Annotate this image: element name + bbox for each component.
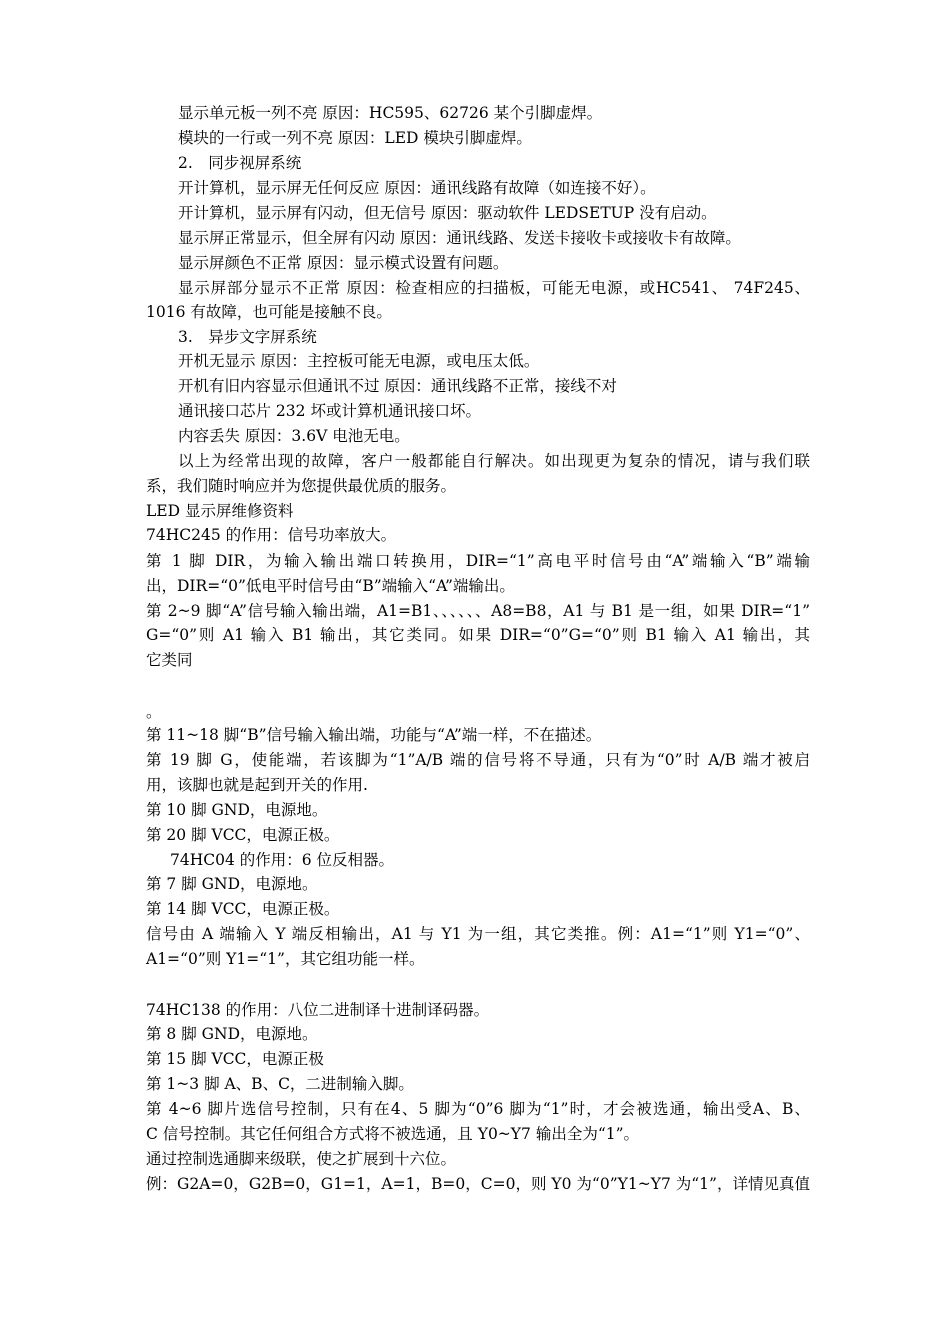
text-line: 用，该脚也就是起到开关的作用. — [146, 776, 368, 794]
section-heading: LED 显示屏维修资料 — [146, 502, 294, 520]
text-line: 以上为经常出现的故障，客户一般都能自行解决。如出现更为复杂的情况，请与我们联 — [178, 452, 810, 470]
text-line: 第 2~9 脚“A”信号输入输出端，A1=B1、、、、、、A8=B8，A1 与 B1 是一组，如果 DIR=“1” — [146, 602, 810, 620]
text-line: 开机无显示 原因：主控板可能无电源，或电压太低。 — [178, 352, 540, 370]
text-line: 。 — [146, 703, 162, 721]
section-heading: 2. 同步视屏系统 — [178, 154, 302, 172]
section-heading: 74HC04 的作用：6 位反相器。 — [170, 851, 395, 869]
text-line: 显示屏颜色不正常 原因：显示模式设置有问题。 — [178, 254, 509, 272]
text-line: 第 10 脚 GND，电源地。 — [146, 801, 328, 819]
text-line: 例：G2A=0，G2B=0，G1=1，A=1，B=0，C=0，则 Y0 为“0”Y1~Y7 为“1”，详情见真值 — [146, 1175, 810, 1193]
text-line: 1016 有故障，也可能是接触不良。 — [146, 303, 392, 321]
text-line: 第 8 脚 GND，电源地。 — [146, 1025, 318, 1043]
text-line: 显示屏正常显示，但全屏有闪动 原因：通讯线路、发送卡接收卡或接收卡有故障。 — [178, 229, 741, 247]
text-line: 模块的一行或一列不亮 原因：LED 模块引脚虚焊。 — [178, 129, 532, 147]
text-line: 第 7 脚 GND，电源地。 — [146, 875, 318, 893]
text-line: 第 11~18 脚“B”信号输入输出端，功能与“A”端一样，不在描述。 — [146, 726, 602, 744]
text-line: 内容丢失 原因：3.6V 电池无电。 — [178, 427, 410, 445]
section-heading: 3. 异步文字屏系统 — [178, 328, 317, 346]
text-line: 显示单元板一列不亮 原因：HC595、62726 某个引脚虚焊。 — [178, 104, 603, 122]
text-line: 74HC245 的作用：信号功率放大。 — [146, 526, 397, 544]
text-line: A1=“0”则 Y1=“1”，其它组功能一样。 — [146, 950, 425, 968]
text-line: 第 15 脚 VCC，电源正极 — [146, 1050, 324, 1068]
text-line: 开计算机，显示屏有闪动，但无信号 原因：驱动软件 LEDSETUP 没有启动。 — [178, 204, 717, 222]
text-line: 第 1~3 脚 A、B、C，二进制输入脚。 — [146, 1075, 414, 1093]
text-line: 它类同 — [146, 651, 193, 669]
text-line: 第 19 脚 G，使能端，若该脚为“1”A/B 端的信号将不导通，只有为“0”时 A/B 端才被启 — [146, 751, 810, 769]
text-line: 第 4~6 脚片选信号控制，只有在4、5 脚为“0”6 脚为“1”时，才会被选通，输出受A、B、 — [146, 1100, 810, 1118]
text-line: 开计算机，显示屏无任何反应 原因：通讯线路有故障（如连接不好）。 — [178, 179, 656, 197]
text-line: G=“0”则 A1 输入 B1 输出，其它类同。如果 DIR=“0”G=“0”则 B1 输入 A1 输出，其 — [146, 626, 810, 644]
text-line: 系，我们随时响应并为您提供最优质的服务。 — [146, 477, 457, 495]
text-line: 第 20 脚 VCC，电源正极。 — [146, 826, 340, 844]
text-line: 通过控制选通脚来级联，使之扩展到十六位。 — [146, 1150, 457, 1168]
text-line: 第 14 脚 VCC，电源正极。 — [146, 900, 340, 918]
text-line: 信号由 A 端输入 Y 端反相输出，A1 与 Y1 为一组，其它类推。例：A1=“1”则 Y1=“0”、 — [146, 925, 810, 943]
text-line: 通讯接口芯片 232 坏或计算机通讯接口坏。 — [178, 402, 481, 420]
text-line: 第 1 脚 DIR，为输入输出端口转换用，DIR=“1”高电平时信号由“A”端输入“B”端输 — [146, 552, 810, 570]
text-line: C 信号控制。其它任何组合方式将不被选通，且 Y0~Y7 输出全为“1”。 — [146, 1125, 640, 1143]
text-line: 显示屏部分显示不正常 原因：检查相应的扫描板，可能无电源，或HC541、 74F245、 — [178, 279, 810, 297]
text-line: 开机有旧内容显示但通讯不过 原因：通讯线路不正常，接线不对 — [178, 377, 617, 395]
section-heading: 74HC138 的作用：八位二进制译十进制译码器。 — [146, 1001, 490, 1019]
text-line: 出，DIR=“0”低电平时信号由“B”端输入“A”端输出。 — [146, 577, 515, 595]
